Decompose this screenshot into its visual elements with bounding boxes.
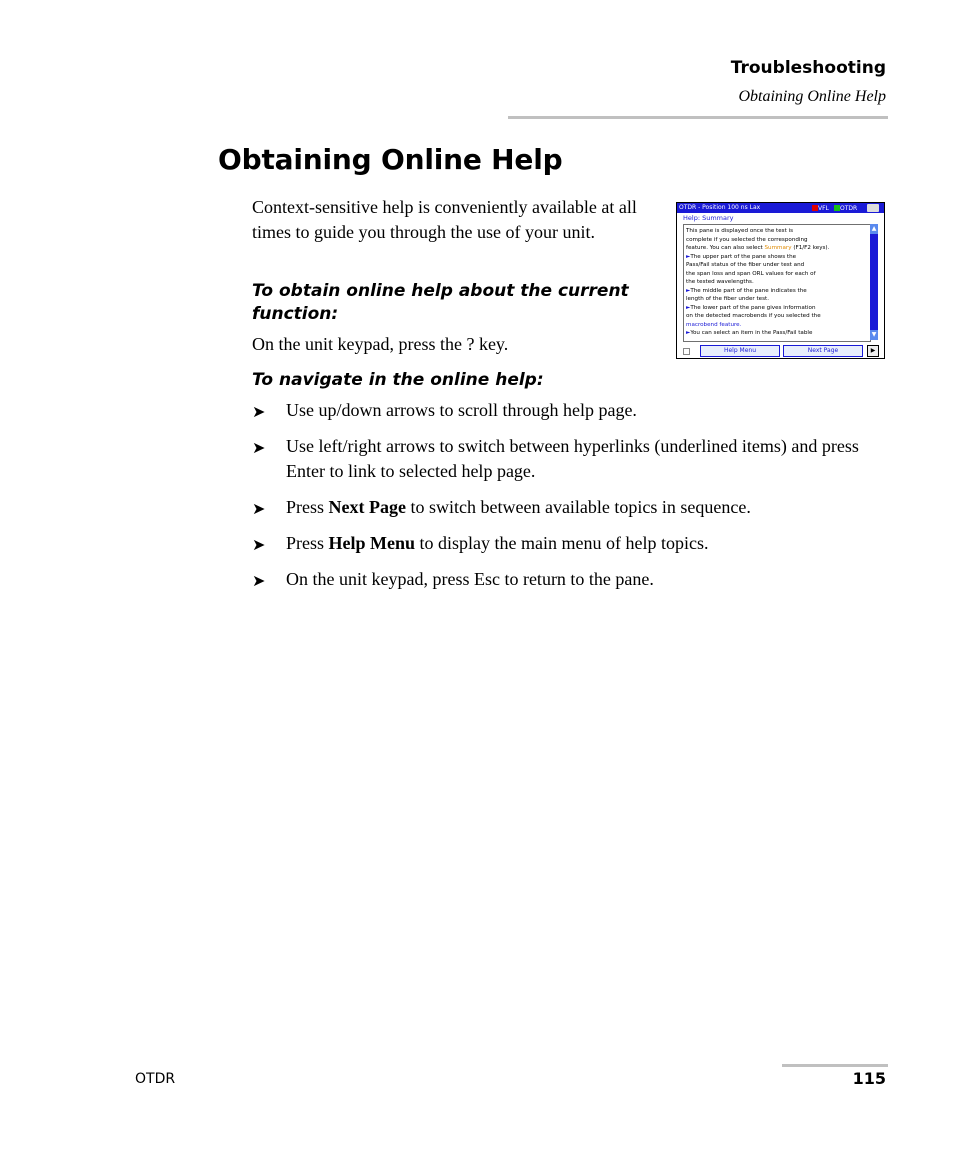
footer-product: OTDR <box>135 1071 176 1087</box>
bullet-text: Press <box>286 497 329 517</box>
arrow-bullet-icon: ➤ <box>252 440 266 457</box>
bullet-text: Use up/down arrows to scroll through help page. <box>286 400 637 420</box>
arrow-bullet-icon: ➤ <box>252 501 266 518</box>
help-line: length of the fiber under test. <box>686 296 770 302</box>
help-label: Help: <box>683 214 701 222</box>
next-page-button: Next Page <box>783 345 863 357</box>
triangle-bullet-icon: ► <box>686 287 691 294</box>
help-topic: Summary <box>702 214 734 222</box>
list-item <box>252 495 882 520</box>
list-item <box>252 531 882 556</box>
list-item <box>252 434 882 484</box>
help-line: feature. You can also select Summary (F1/F2 keys). <box>686 245 830 251</box>
screenshot-titlebar <box>677 203 884 213</box>
vfl-indicator <box>812 204 832 212</box>
help-line: Pass/Fail status of the fiber under test and <box>686 262 805 268</box>
triangle-bullet-icon: ► <box>686 304 691 311</box>
procedure-heading-navigate: To navigate in the online help: <box>252 370 544 390</box>
bullet-text: Press <box>286 533 329 553</box>
list-item <box>252 567 882 592</box>
help-heading <box>683 214 734 222</box>
list-item <box>252 398 882 423</box>
running-header-subsection: Obtaining Online Help <box>738 88 886 105</box>
help-menu-button: Help Menu <box>700 345 780 357</box>
procedure-step-obtain: On the unit keypad, press the ? key. <box>252 334 509 354</box>
triangle-bullet-icon: ► <box>686 330 691 336</box>
right-arrow-icon: ▶ <box>867 345 879 357</box>
intro-paragraph: Context-sensitive help is conveniently available at all times to guide you through the use of your unit. <box>252 197 637 242</box>
page-number: 115 <box>852 1069 886 1088</box>
help-line: the span loss and span ORL values for each of <box>686 270 816 277</box>
help-line: macrobend feature. <box>686 321 742 328</box>
help-line: ►The lower part of the pane gives information <box>686 304 816 311</box>
bullet-bold-term: Help Menu <box>328 533 416 553</box>
procedure-heading-obtain: To obtain online help about the current function: <box>252 281 629 324</box>
scroll-down-icon: ▼ <box>871 331 877 338</box>
triangle-bullet-icon: ► <box>686 253 691 260</box>
summary-link: Summary <box>764 245 792 251</box>
help-line: ►You can select an item in the Pass/Fail table <box>686 330 813 336</box>
arrow-bullet-icon: ➤ <box>252 404 266 421</box>
navigation-bullet-list <box>252 398 882 603</box>
bullet-bold-term: Next Page <box>328 497 406 517</box>
bullet-text: Use left/right arrows to switch between hyperlinks (underlined items) and press Enter to link to selected help page. <box>286 436 859 481</box>
footer-rule <box>782 1064 888 1067</box>
keys-text: (F1/F2 keys). <box>793 245 830 251</box>
running-header-section: Troubleshooting <box>730 58 886 78</box>
help-line: the tested wavelengths. <box>686 279 754 285</box>
vfl-label: VFL <box>818 205 829 212</box>
header-rule <box>508 116 888 119</box>
scroll-up-icon: ▲ <box>871 225 877 232</box>
help-line: on the detected macrobends if you selected the <box>686 313 821 319</box>
window-menu-icon <box>867 204 879 212</box>
help-line: ►The upper part of the pane shows the <box>686 253 797 260</box>
screenshot-checkbox <box>683 348 690 355</box>
help-screen-screenshot <box>676 202 885 359</box>
help-line: This pane is displayed once the test is <box>686 228 794 234</box>
arrow-bullet-icon: ➤ <box>252 573 266 590</box>
bullet-text-after: to switch between available topics in sequence. <box>405 497 751 517</box>
arrow-bullet-icon: ➤ <box>252 537 266 554</box>
otdr-label: OTDR <box>840 205 858 212</box>
help-scrollbar <box>870 224 878 340</box>
screenshot-title: OTDR - Position 100 ns Lax <box>679 204 761 211</box>
bullet-text: On the unit keypad, press Esc to return to the pane. <box>286 569 654 589</box>
help-text-pane <box>683 224 871 342</box>
help-line: complete if you selected the corresponding <box>686 236 808 243</box>
otdr-indicator <box>834 204 861 212</box>
bullet-text-after: to display the main menu of help topics. <box>415 533 709 553</box>
page-title: Obtaining Online Help <box>218 143 563 176</box>
help-line: ►The middle part of the pane indicates the <box>686 287 807 294</box>
